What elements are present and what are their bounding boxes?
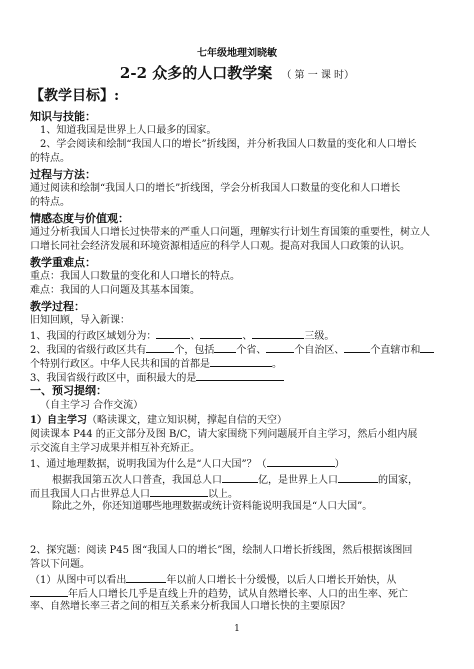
inquiry-4-text: 年后人口增长几乎是直线上升的趋势，试从自然增长率、人口的出生率、死亡 xyxy=(68,589,408,600)
task-1-share-line xyxy=(30,486,238,501)
task-1-blank[interactable] xyxy=(267,456,335,467)
census-text-a: 根据我国第五次人口普查，我国总人口 xyxy=(52,475,222,486)
q3-blank[interactable] xyxy=(196,370,284,381)
q2-blank-4[interactable] xyxy=(344,342,370,353)
review-question-2-cont xyxy=(30,356,282,371)
title-text: 2-2 众多的人口教学案 xyxy=(119,64,273,82)
period-text: （ 第 一 课 时） xyxy=(281,70,355,81)
emotion-text-1: 通过分析我国人口增长过快带来的严重人口问题，理解实行计划生育国策的重要性，树立人 xyxy=(30,227,430,238)
learning-mode: （自主学习 合作交流） xyxy=(40,400,144,411)
knowledge-item-2: 2、学会阅读和绘制“我国人口的增长”折线图，并分析我国人口数量的变化和人口增长 xyxy=(40,139,417,150)
task-1 xyxy=(30,456,345,471)
census-text-b: 亿，是世界上人口 xyxy=(258,475,338,486)
reading-instruction-1: 阅读课本 P44 的正文部分及图 B/C，请大家围绕下列问题展开自主学习，然后小组内展 xyxy=(30,429,418,440)
knowledge-item-2-cont: 的特点。 xyxy=(30,153,70,164)
self-study-label: 1）自主学习 xyxy=(30,415,87,426)
q2-text-e: 个直辖市和 xyxy=(370,345,421,356)
q2-blank-3[interactable] xyxy=(266,342,294,353)
q2-blank-2[interactable] xyxy=(214,342,236,353)
procedure-heading: 教学过程： xyxy=(30,300,85,313)
q2-text-b: 个，包括 xyxy=(174,345,215,356)
review-question-2 xyxy=(30,342,434,357)
task-1-close: ） xyxy=(334,459,345,470)
task-1-text: 1、通过地理数据，说明我国为什么是“人口大国”？（ xyxy=(30,459,267,470)
q2-text-g: 。 xyxy=(272,359,282,370)
q1-blank-1[interactable] xyxy=(156,328,190,339)
emotion-text-2: 口增长同社会经济发展和环境资源相适应的科学人口观。提高对我国人口政策的认识。 xyxy=(30,241,410,252)
q3-text: 3、我国省级行政区中，面积最大的是 xyxy=(30,373,197,384)
knowledge-heading: 知识与技能： xyxy=(30,110,96,123)
census-text-c: 的国家， xyxy=(378,475,418,486)
task-1-census-line xyxy=(52,472,418,487)
key-point: 重点：我国人口数量的变化和人口增长的特点。 xyxy=(30,271,240,282)
q2-text-f: 个特别行政区。中华人民共和国的首都是 xyxy=(30,359,210,370)
inquiry-3-text-b: 年以前人口增长十分缓慢，以后人口增长开始快，从 xyxy=(166,575,397,586)
q2-blank-6[interactable] xyxy=(210,356,272,367)
share-blank[interactable] xyxy=(150,486,208,497)
review-question-1 xyxy=(30,328,334,343)
q2-text-a: 2、我国的省级行政区共有 xyxy=(30,345,147,356)
preview-heading: 一、预习提纲： xyxy=(30,384,107,397)
inquiry-5: 率、自然增长率三者之间的相互关系来分析我国人口增长快的主要原因？ xyxy=(30,601,350,612)
q1-text-b: 、 xyxy=(190,331,201,342)
difficult-point: 难点：我国的人口问题及其基本国策。 xyxy=(30,285,200,296)
census-blank-2[interactable] xyxy=(338,472,378,483)
review-text: 旧知回顾，导入新课： xyxy=(30,315,130,326)
key-heading: 教学重难点： xyxy=(30,256,96,269)
q1-text-c: 、 xyxy=(242,331,253,342)
census-blank-1[interactable] xyxy=(222,472,258,483)
process-text-1: 通过阅读和绘制“我国人口的增长”折线图，学会分析我国人口数量的变化和人口增长 xyxy=(30,183,401,194)
q1-blank-3[interactable] xyxy=(252,328,304,339)
q2-blank-5[interactable] xyxy=(420,342,434,353)
inquiry-3 xyxy=(30,572,396,587)
share-text-b: 以上。 xyxy=(208,489,238,500)
process-heading: 过程与方法： xyxy=(30,168,96,181)
reading-instruction-2: 示交流自主学习成果并相互补充矫正。 xyxy=(30,443,200,454)
objectives-heading: 【教学目标】: xyxy=(30,88,120,104)
self-study-note: （略读课文，建立知识树，撑起自信的天空） xyxy=(86,415,287,426)
emotion-heading: 情感态度与价值观： xyxy=(30,212,129,225)
page-header: 七年级地理刘晓敏 xyxy=(197,48,277,59)
q2-text-d: 个自治区、 xyxy=(294,345,345,356)
inquiry-blank-2[interactable] xyxy=(30,586,68,597)
share-text-a: 而且我国人口占世界总人口 xyxy=(30,489,150,500)
page-title xyxy=(0,62,474,83)
inquiry-3-text-a: （1）从图中可以看出 xyxy=(30,575,127,586)
inquiry-blank-1[interactable] xyxy=(126,572,166,583)
knowledge-item-1: 1、知道我国是世界上人口最多的国家。 xyxy=(40,125,217,136)
process-text-2: 的特点。 xyxy=(30,197,70,208)
inquiry-2: 答以下问题。 xyxy=(30,559,90,570)
self-study-line xyxy=(30,414,287,427)
q1-text-a: 1、我国的行政区域划分为： xyxy=(30,331,157,342)
review-question-3 xyxy=(30,370,284,385)
q1-text-d: 三级。 xyxy=(304,331,335,342)
q2-blank-1[interactable] xyxy=(146,342,174,353)
q2-text-c: 个省、 xyxy=(236,345,267,356)
inquiry-4 xyxy=(30,586,408,601)
inquiry-1: 2、探究题：阅读 P45 图“我国人口的增长”图，绘制人口增长折线图，然后根据该图回 xyxy=(30,545,413,556)
task-1-extra: 除此之外，你还知道哪些地理数据或统计资料能说明我国是“人口大国”。 xyxy=(52,501,373,512)
page-number: 1 xyxy=(234,624,240,634)
q1-blank-2[interactable] xyxy=(200,328,242,339)
